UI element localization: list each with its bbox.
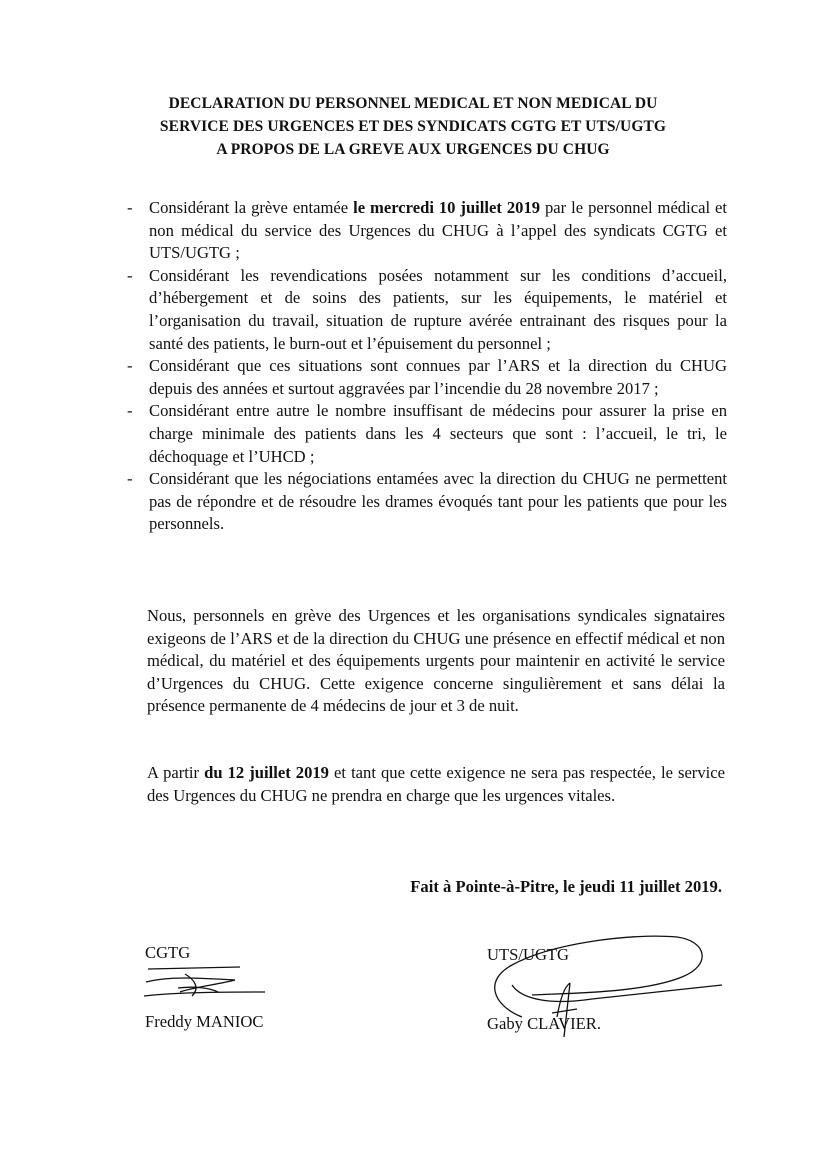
item-text-continued: par le personnel médical et non médical du service des Urgences du CHUG à l’appel des syndicats CGTG et UTS/UGTG ; [149, 198, 727, 263]
left-signatory-name: Freddy MANIOC [145, 1012, 264, 1031]
item-text: Considérant la grève entamée [149, 198, 354, 217]
document-title [0, 92, 826, 161]
action-text-continued: et tant que cette exigence ne sera pas respectée, le service des Urgences du CHUG ne prendra en charge que les urgences vitales. [147, 763, 725, 805]
item-text: Considérant les revendications posées notamment sur les conditions d’accueil, d’hébergement et de soins des patients, sur les équipements, le matériel et l’organisation du travail, situation de rupture avérée entrainant des risques pour la santé des patients, le burn-out et l’épuisement du personnel ; [149, 265, 727, 353]
action-date-bold: du 12 juillet 2019 [204, 763, 329, 782]
title-line-3: A PROPOS DE LA GREVE AUX URGENCES DU CHUG [216, 141, 610, 158]
list-item [125, 400, 727, 468]
list-item [125, 468, 727, 536]
item-text: Considérant que ces situations sont connues par l’ARS et la direction du CHUG depuis des années et surtout aggravées par l’incendie du 28 novembre 2017 ; [149, 356, 727, 398]
item-date-bold: le mercredi 10 juillet 2019 [353, 198, 541, 217]
item-text: Considérant entre autre le nombre insuffisant de médecins pour assurer la prise en charge minimale des patients dans les 4 secteurs que sont : l’accueil, le tri, le déchoquage et l’UHCD ; [149, 401, 727, 466]
place-date-line: Fait à Pointe-à-Pitre, le jeudi 11 juillet 2019. [410, 877, 722, 896]
demands-paragraph: Nous, personnels en grève des Urgences et les organisations syndicales signataires exigeons de l’ARS et de la direction du CHUG une présence en effectif médical et non médical, du matériel et des équipements urgents pour maintenir en activité le service d’Urgences du CHUG. Cette exigence concerne singulièrement et sans délai la présence permanente de 4 médecins de jour et 3 de nuit. [147, 606, 725, 716]
item-text: Considérant que les négociations entamées avec la direction du CHUG ne permettent pas de répondre et de résoudre les drames évoqués tant pour les patients que pour les personnels. [149, 469, 727, 534]
left-signatory-org: CGTG [145, 943, 191, 962]
bullet-dash: - [127, 401, 133, 421]
list-item [125, 355, 727, 400]
right-signatory-org: UTS/UGTG [487, 945, 570, 964]
title-line-1: DECLARATION DU PERSONNEL MEDICAL ET NON MEDICAL DU [168, 95, 658, 112]
bullet-dash: - [127, 469, 133, 489]
right-signatory-name: Gaby CLAVIER. [487, 1014, 602, 1033]
title-line-2: SERVICE DES URGENCES ET DES SYNDICATS CGTG ET UTS/UGTG [159, 118, 667, 135]
bullet-dash: - [127, 198, 133, 217]
considerations-list [125, 197, 727, 536]
list-item [125, 265, 727, 355]
list-item [125, 197, 727, 265]
bullet-dash: - [127, 356, 133, 376]
action-text: A partir [147, 763, 205, 782]
action-paragraph [147, 762, 725, 807]
left-signature-scribble [140, 962, 270, 1007]
bullet-dash: - [127, 265, 133, 285]
